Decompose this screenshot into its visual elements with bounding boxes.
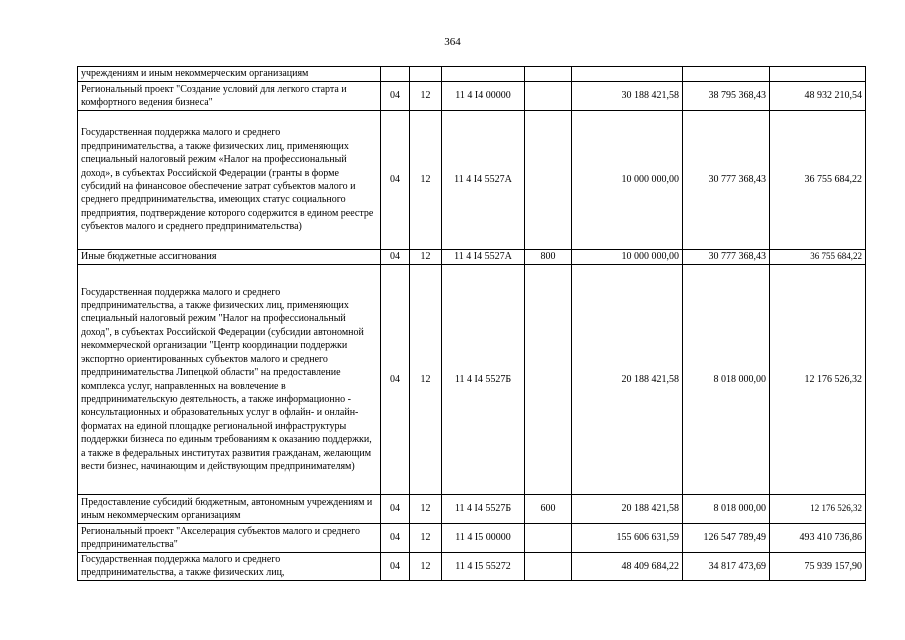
amount-year-1: 10 000 000,00 [572, 111, 683, 250]
expense-type-code [525, 265, 572, 495]
section-code: 04 [381, 82, 410, 111]
amount-year-2: 8 018 000,00 [683, 265, 770, 495]
target-article-code: 11 4 I4 5527Б [442, 265, 525, 495]
expense-type-code: 600 [525, 495, 572, 524]
subsection-code: 12 [410, 250, 442, 265]
expense-type-code [525, 82, 572, 111]
amount-year-2: 126 547 789,49 [683, 524, 770, 553]
amount-year-3: 12 176 526,32 [770, 265, 866, 495]
row-description: Региональный проект "Акселерация субъектов малого и среднего предпринимательства" [78, 524, 381, 553]
amount-year-1: 20 188 421,58 [572, 265, 683, 495]
expense-type-code [525, 524, 572, 553]
amount-year-3: 36 755 684,22 [770, 250, 866, 265]
subsection-code [410, 67, 442, 82]
section-code: 04 [381, 111, 410, 250]
row-description: Предоставление субсидий бюджетным, автономным учреждениям и иным некоммерческим организациям [78, 495, 381, 524]
section-code: 04 [381, 553, 410, 581]
amount-year-1 [572, 67, 683, 82]
section-code: 04 [381, 250, 410, 265]
row-description: Региональный проект "Создание условий для легкого старта и комфортного ведения бизнеса" [78, 82, 381, 111]
subsection-code: 12 [410, 111, 442, 250]
row-description: Иные бюджетные ассигнования [78, 250, 381, 265]
expense-type-code [525, 67, 572, 82]
amount-year-2: 8 018 000,00 [683, 495, 770, 524]
expense-type-code [525, 111, 572, 250]
row-description: Государственная поддержка малого и среднего предпринимательства, а также физических лиц, [78, 553, 381, 581]
table-row [78, 265, 866, 495]
table-row [78, 495, 866, 524]
amount-year-1: 30 188 421,58 [572, 82, 683, 111]
subsection-code: 12 [410, 524, 442, 553]
table-row [78, 82, 866, 111]
amount-year-2 [683, 67, 770, 82]
amount-year-2: 38 795 368,43 [683, 82, 770, 111]
target-article-code: 11 4 I5 00000 [442, 524, 525, 553]
amount-year-3: 493 410 736,86 [770, 524, 866, 553]
section-code: 04 [381, 495, 410, 524]
row-description: учреждениям и иным некоммерческим организациям [78, 67, 381, 82]
table-row [78, 553, 866, 581]
amount-year-3: 12 176 526,32 [770, 495, 866, 524]
subsection-code: 12 [410, 495, 442, 524]
amount-year-3: 48 932 210,54 [770, 82, 866, 111]
table-row [78, 67, 866, 82]
target-article-code: 11 4 I5 55272 [442, 553, 525, 581]
amount-year-2: 30 777 368,43 [683, 111, 770, 250]
table-row [78, 111, 866, 250]
target-article-code: 11 4 I4 5527А [442, 111, 525, 250]
subsection-code: 12 [410, 553, 442, 581]
table-row [78, 250, 866, 265]
amount-year-2: 30 777 368,43 [683, 250, 770, 265]
section-code: 04 [381, 524, 410, 553]
row-description: Государственная поддержка малого и среднего предпринимательства, а также физических лиц, применяющих специальный налоговый режим "Налог на профессиональный доход", в субъектах Российской Федерации (субсидии автономной некоммерческой организации "Центр координации поддержки экспортно ориентированных субъектов малого и среднего предпринимательства Липецкой области" на предоставление комплекса услуг, направленных на вовлечение в предпринимательскую деятельность, а также информационно - консультационных и образовательных услуг в офлайн- и онлайн-форматах на единой площадке региональной инфраструктуры поддержки бизнеса по единым требованиям к оказанию поддержки, а также в федеральных институтах развития гражданам, желающим вести бизнес, начинающим и действующим предпринимателям) [78, 265, 381, 495]
expense-type-code [525, 553, 572, 581]
target-article-code: 11 4 I4 00000 [442, 82, 525, 111]
target-article-code: 11 4 I4 5527А [442, 250, 525, 265]
amount-year-1: 155 606 631,59 [572, 524, 683, 553]
amount-year-2: 34 817 473,69 [683, 553, 770, 581]
amount-year-1: 10 000 000,00 [572, 250, 683, 265]
table-row [78, 524, 866, 553]
amount-year-1: 48 409 684,22 [572, 553, 683, 581]
row-description: Государственная поддержка малого и среднего предпринимательства, а также физических лиц, применяющих специальный налоговый режим «Налог на профессиональный доход», в субъектах Российской Федерации (гранты в форме субсидий на финансовое обеспечение затрат субъектов малого и среднего предпринимательства, имеющих статус социального предприятия, подтверждение которого содержится в едином реестре субъектов малого и среднего предпринимательства) [78, 111, 381, 250]
target-article-code: 11 4 I4 5527Б [442, 495, 525, 524]
target-article-code [442, 67, 525, 82]
page-number: 364 [444, 36, 461, 48]
amount-year-3: 36 755 684,22 [770, 111, 866, 250]
section-code [381, 67, 410, 82]
subsection-code: 12 [410, 265, 442, 495]
subsection-code: 12 [410, 82, 442, 111]
budget-table [77, 66, 866, 581]
amount-year-1: 20 188 421,58 [572, 495, 683, 524]
amount-year-3 [770, 67, 866, 82]
section-code: 04 [381, 265, 410, 495]
amount-year-3: 75 939 157,90 [770, 553, 866, 581]
expense-type-code: 800 [525, 250, 572, 265]
